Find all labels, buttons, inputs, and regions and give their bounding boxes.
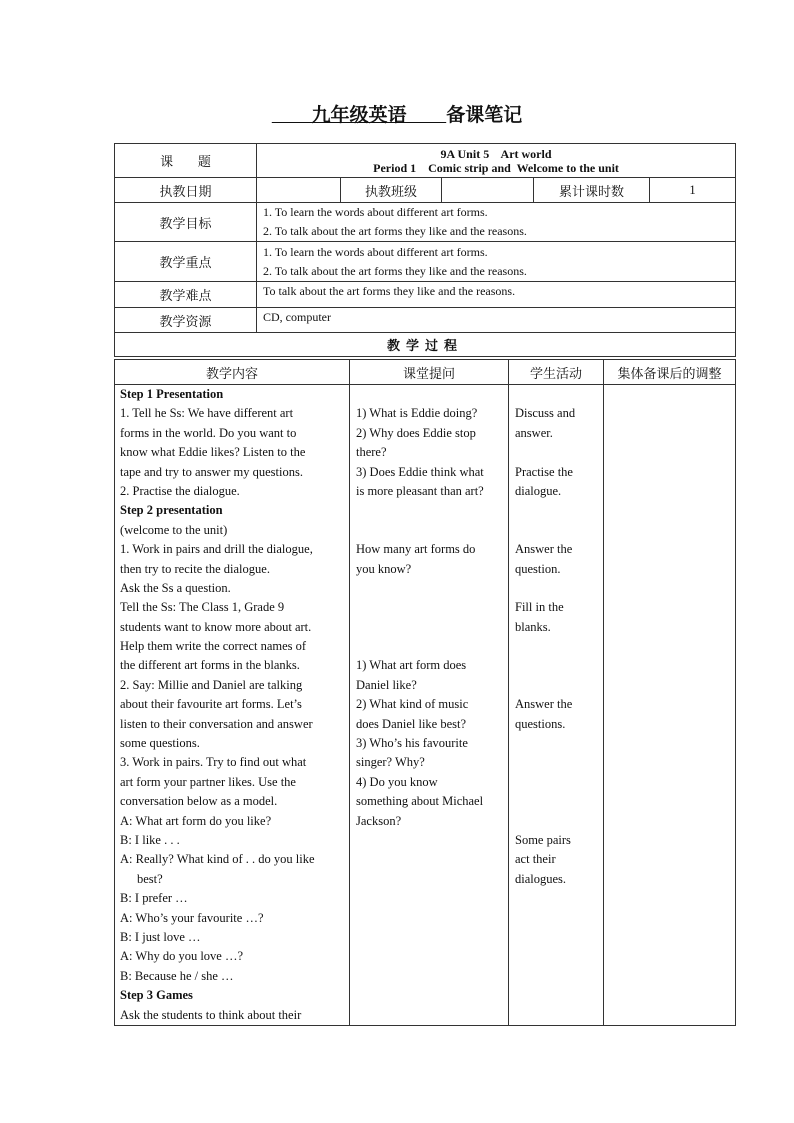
content-line: students want to know more about art. bbox=[120, 619, 312, 634]
goal-row bbox=[115, 203, 736, 242]
activity-line bbox=[509, 443, 603, 462]
content-line: 1. Tell he Ss: We have different art bbox=[120, 406, 294, 421]
process-header: 教学过程 bbox=[115, 333, 736, 357]
page-title bbox=[0, 100, 794, 127]
content-line: B: I just love … bbox=[120, 929, 201, 944]
process-body-row bbox=[115, 385, 736, 1026]
content-line: tape and try to answer my questions. bbox=[120, 464, 303, 479]
question-line: 1) What is Eddie doing? bbox=[356, 406, 478, 421]
activity-line: dialogue. bbox=[515, 483, 562, 498]
date-value bbox=[257, 178, 341, 203]
activity-line bbox=[509, 812, 603, 831]
content-line: 2. Say: Millie and Daniel are talking bbox=[120, 677, 303, 692]
date-row bbox=[115, 178, 736, 203]
question-line: something about Michael bbox=[356, 794, 484, 809]
content-line: conversation below as a model. bbox=[120, 794, 278, 809]
question-line: Daniel like? bbox=[356, 677, 417, 692]
question-line bbox=[350, 598, 508, 617]
content-line: B: I prefer … bbox=[120, 891, 188, 906]
content-line: Step 2 presentation bbox=[120, 503, 223, 518]
question-line: there? bbox=[356, 445, 387, 460]
title-blank-left bbox=[272, 104, 312, 126]
activity-line bbox=[509, 792, 603, 811]
topic-line-1: 9A Unit 5 Art world bbox=[440, 146, 552, 161]
question-line bbox=[350, 385, 508, 404]
question-line: Jackson? bbox=[356, 813, 402, 828]
goal-cell bbox=[257, 203, 736, 242]
topic-cell bbox=[257, 144, 736, 178]
activity-line: questions. bbox=[515, 716, 566, 731]
activity-line bbox=[509, 676, 603, 695]
process-column-headers bbox=[115, 360, 736, 385]
resource-label: 教学资源 bbox=[115, 308, 257, 333]
activity-line: Some pairs bbox=[515, 832, 571, 847]
content-line: B: I like . . . bbox=[120, 832, 180, 847]
content-line: best? bbox=[137, 871, 163, 886]
difficulty-row bbox=[115, 282, 736, 308]
activity-line: question. bbox=[515, 561, 561, 576]
col-header-activities: 学生活动 bbox=[509, 360, 604, 385]
activity-line bbox=[509, 773, 603, 792]
key-label: 教学重点 bbox=[115, 242, 257, 282]
question-line: 2) What kind of music bbox=[356, 697, 469, 712]
difficulty-cell: To talk about the art forms they like and the reasons. bbox=[257, 282, 736, 308]
question-line bbox=[350, 501, 508, 520]
activity-line: dialogues. bbox=[515, 871, 567, 886]
col-header-content: 教学内容 bbox=[115, 360, 350, 385]
question-line: you know? bbox=[356, 561, 412, 576]
content-line: 1. Work in pairs and drill the dialogue, bbox=[120, 542, 313, 557]
question-line: singer? Why? bbox=[356, 755, 425, 770]
content-line: some questions. bbox=[120, 736, 200, 751]
activity-line: blanks. bbox=[515, 619, 551, 634]
activity-line bbox=[509, 521, 603, 540]
content-line: Ask the students to think about their bbox=[120, 1007, 302, 1022]
topic-label: 课 题 bbox=[115, 144, 257, 178]
content-line: then try to recite the dialogue. bbox=[120, 561, 270, 576]
question-line bbox=[350, 521, 508, 540]
title-subject: 九年级英语 bbox=[311, 104, 407, 126]
col-header-questions: 课堂提问 bbox=[350, 360, 509, 385]
activity-line: Practise the bbox=[515, 464, 573, 479]
content-line: the different art forms in the blanks. bbox=[120, 658, 300, 673]
activity-line: answer. bbox=[515, 425, 553, 440]
activity-line bbox=[509, 734, 603, 753]
question-line bbox=[350, 618, 508, 637]
activity-line: Fill in the bbox=[515, 600, 564, 615]
title-blank-right bbox=[407, 104, 447, 126]
content-line: about their favourite art forms. Let’s bbox=[120, 697, 302, 712]
activity-line: Discuss and bbox=[515, 406, 576, 421]
content-line: know what Eddie likes? Listen to the bbox=[120, 445, 306, 460]
content-line: art form your partner likes. Use the bbox=[120, 774, 296, 789]
question-line: 4) Do you know bbox=[356, 774, 438, 789]
key-row bbox=[115, 242, 736, 282]
activity-line bbox=[509, 753, 603, 772]
content-line: Ask the Ss a question. bbox=[120, 580, 231, 595]
key-2: 2. To talk about the art forms they like and the reasons. bbox=[263, 263, 527, 278]
question-line bbox=[350, 637, 508, 656]
content-line: forms in the world. Do you want to bbox=[120, 425, 297, 440]
question-line: is more pleasant than art? bbox=[356, 483, 484, 498]
process-header-row bbox=[115, 333, 736, 357]
class-value bbox=[442, 178, 534, 203]
topic-row bbox=[115, 144, 736, 178]
key-cell bbox=[257, 242, 736, 282]
hours-value: 1 bbox=[650, 178, 736, 203]
content-line: Step 3 Games bbox=[120, 988, 193, 1003]
difficulty-label: 教学难点 bbox=[115, 282, 257, 308]
goal-2: 2. To talk about the art forms they like and the reasons. bbox=[263, 224, 527, 238]
title-suffix: 备课笔记 bbox=[446, 104, 523, 126]
resource-cell: CD, computer bbox=[257, 308, 736, 333]
content-line: Help them write the correct names of bbox=[120, 639, 307, 654]
activity-line: Answer the bbox=[515, 542, 573, 557]
content-line: Tell the Ss: The Class 1, Grade 9 bbox=[120, 600, 285, 615]
date-label: 执教日期 bbox=[115, 178, 257, 203]
activity-line bbox=[509, 579, 603, 598]
key-1: 1. To learn the words about different art forms. bbox=[263, 244, 488, 259]
content-line: 2. Practise the dialogue. bbox=[120, 483, 240, 498]
student-activities-cell bbox=[509, 385, 604, 1026]
question-line: 3) Who’s his favourite bbox=[356, 736, 468, 751]
activity-line bbox=[509, 637, 603, 656]
activity-line bbox=[509, 656, 603, 675]
goal-1: 1. To learn the words about different art forms. bbox=[263, 205, 488, 219]
question-line: 2) Why does Eddie stop bbox=[356, 425, 476, 440]
class-label: 执教班级 bbox=[341, 178, 442, 203]
activity-line: act their bbox=[515, 852, 556, 867]
goal-label: 教学目标 bbox=[115, 203, 257, 242]
col-header-adjustments: 集体备课后的调整 bbox=[604, 360, 736, 385]
question-line bbox=[350, 579, 508, 598]
topic-line-2: Period 1 Comic strip and Welcome to the unit bbox=[373, 160, 619, 175]
content-line: (welcome to the unit) bbox=[120, 522, 228, 537]
question-line: 1) What art form does bbox=[356, 658, 467, 673]
content-line: A: Why do you love …? bbox=[120, 949, 244, 964]
activity-line: Answer the bbox=[515, 697, 573, 712]
question-line: How many art forms do bbox=[356, 542, 476, 557]
hours-label: 累计课时数 bbox=[534, 178, 650, 203]
content-line: 3. Work in pairs. Try to find out what bbox=[120, 755, 307, 770]
content-line: A: What art form do you like? bbox=[120, 813, 272, 828]
content-line: listen to their conversation and answer bbox=[120, 716, 313, 731]
process-table bbox=[114, 359, 736, 1026]
content-line: Step 1 Presentation bbox=[120, 387, 224, 401]
lesson-info-table bbox=[114, 143, 736, 357]
classroom-questions-cell bbox=[350, 385, 509, 1026]
content-line: A: Really? What kind of . . do you like bbox=[120, 852, 315, 867]
activity-line bbox=[509, 501, 603, 520]
activity-line bbox=[509, 385, 603, 404]
resource-row bbox=[115, 308, 736, 333]
question-line: does Daniel like best? bbox=[356, 716, 467, 731]
content-line: A: Who’s your favourite …? bbox=[120, 910, 264, 925]
question-line: 3) Does Eddie think what bbox=[356, 464, 484, 479]
teaching-content-cell bbox=[115, 385, 350, 1026]
content-line: B: Because he / she … bbox=[120, 968, 234, 983]
adjustments-cell bbox=[604, 385, 736, 1026]
